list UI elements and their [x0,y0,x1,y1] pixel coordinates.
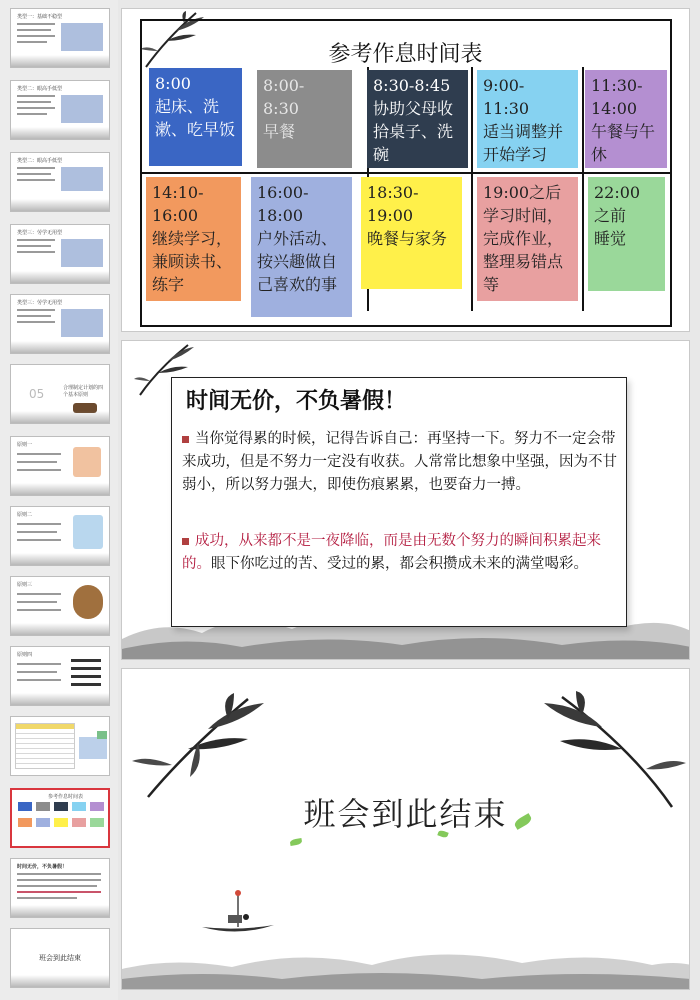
thumbnail-text-line [17,469,61,471]
thumbnail-tile [90,802,104,811]
schedule-tile-0900-study [477,70,578,168]
thumbnail-hills [11,127,109,139]
paragraph-text: 当你觉得累的时候，记得告诉自己：再坚持一下。努力不一定会带来成功，但是不努力一定没有收获。人常常比想象中坚强，因为不甘弱小，所以努力强大，即使伤痕累累，也要奋力一搏。 [182,431,617,493]
schedule-tile-text: 8:30-8:45 协助父母收拾桌子、洗碗 [373,76,454,164]
schedule-tile-1130-lunch [585,70,667,168]
schedule-tile-1830-dinner [361,177,462,289]
thumbnail-hills [11,55,109,67]
schedule-divider-horizontal [142,172,672,174]
thumbnail-text-line [17,179,55,181]
thumbnail-text-line [17,113,47,115]
slide-thumbnail-6[interactable] [10,364,110,424]
motivation-paragraph-2 [182,530,622,576]
thumbnail-text-line [17,873,101,875]
slide-schedule[interactable] [121,8,690,332]
slide-thumbnail-9[interactable] [10,576,110,636]
slide-thumbnail-2[interactable] [10,80,110,140]
thumbnail-title: 类型二：眼高手低型 [17,86,63,92]
schedule-divider-vertical [471,67,473,311]
thumbnail-text-line [17,251,55,253]
thumbnail-squiggle [71,675,101,678]
thumbnail-note-box [61,239,103,267]
thumbnail-text-line [17,35,55,37]
thumbnail-tile [36,818,50,827]
slide-thumbnail-8[interactable] [10,506,110,566]
thumbnail-title: 类型三：劳学无用型 [17,300,63,306]
ink-mountain-decoration [122,929,690,989]
slide-thumbnail-14[interactable] [10,928,110,988]
thumbnail-title: 类型二：眼高手低型 [17,158,63,164]
slide-thumbnail-5[interactable] [10,294,110,354]
thumbnail-title: 原则一 [17,442,33,448]
schedule-tile-text: 9:00- 11:30 适当调整并开始学习 [483,76,564,164]
bullet-icon [182,436,189,443]
thumbnail-text-line [17,167,55,169]
leaf-decoration [290,838,303,846]
thumbnail-squiggle [71,683,101,686]
thumbnail-sticker [97,731,107,739]
thumbnail-text-line [17,601,57,603]
thumbnail-text-line [17,891,101,893]
thumbnail-title: 时间无价，不负暑假！ [17,864,68,870]
schedule-tile-text: 22:00 之前 睡觉 [594,183,641,248]
thumbnail-text-line [17,29,51,31]
thumbnail-text-line [17,101,51,103]
thumbnail-note-box [61,309,103,337]
slide-ending[interactable] [121,668,690,990]
schedule-tile-0800-breakfast [257,70,352,168]
thumbnail-tile [54,818,68,827]
thumbnail-hills [11,483,109,495]
thumbnail-text-line [17,461,57,463]
thumbnail-text-line [17,95,55,97]
motivation-card [171,377,627,627]
schedule-tile-0800-wakeup [149,68,242,166]
schedule-tile-2200-sleep [588,177,665,291]
slide-thumbnail-13[interactable] [10,858,110,918]
thumbnail-calendar-image [73,447,101,477]
thumbnail-note-box [61,167,103,191]
thumbnail-text-line [17,531,57,533]
thumbnail-text-line [17,173,51,175]
thumbnail-hills [11,975,109,987]
schedule-tile-0830-chores [367,70,468,168]
thumbnail-squiggle [71,667,101,670]
slide-thumbnail-10[interactable] [10,646,110,706]
slide-thumbnail-3[interactable] [10,152,110,212]
slide-motivation[interactable] [121,340,690,660]
thumbnail-squiggle [71,659,101,662]
thumbnail-hills [11,905,109,917]
thumbnail-hills [11,693,109,705]
thumbnail-hills [11,341,109,353]
schedule-divider-vertical [582,67,584,311]
thumbnail-tile [18,818,32,827]
paragraph-text: 眼下你吃过的苦、受过的累，都会积攒成未来的满堂喝彩。 [211,556,588,572]
thumbnail-title: 类型三：劳学无用型 [17,230,63,236]
bamboo-ink-decoration-left [128,689,288,799]
bullet-icon [182,538,189,545]
schedule-tile-text: 16:00- 18:00 户外活动、按兴趣做自己喜欢的事 [257,183,338,294]
paragraph-highlight: 成功，从来都不是一夜降临，而是由无数个努力的瞬间积累起来的。 [182,533,601,572]
schedule-tile-text: 11:30- 14:00 午餐与午休 [591,76,656,164]
thumbnail-tile [54,802,68,811]
thumbnail-text-line [17,593,61,595]
thumbnail-text-line [17,315,51,317]
thumbnail-note-box [61,95,103,123]
thumbnail-tile [72,818,86,827]
schedule-tile-text: 18:30- 19:00 晚餐与家务 [367,183,448,248]
closing-title: 班会到此结束 [303,795,508,833]
thumbnail-hills [11,199,109,211]
thumbnail-hills [11,553,109,565]
thumbnail-text-line [17,41,47,43]
thumbnail-text-line [17,321,55,323]
thumbnail-section-number: 05 [29,387,45,401]
thumbnail-text-line [17,539,61,541]
schedule-tile-text: 19:00之后学习时间，完成作业，整理易错点等 [483,183,564,294]
thumbnail-hills [11,271,109,283]
thumbnail-text-line [17,245,51,247]
motivation-paragraph-1 [182,428,622,497]
thumbnail-hills [11,411,109,423]
thumbnail-table [15,723,75,769]
thumbnail-note-box [61,23,103,51]
thumbnail-text-line [17,239,55,241]
thumbnail-tile [90,818,104,827]
thumbnail-title: 类型一：基础不稳型 [17,14,63,20]
schedule-tile-text: 14:10- 16:00 继续学习，兼顾读书、练字 [152,183,233,294]
slide-thumbnail-7[interactable] [10,436,110,496]
slide-thumbnail-11[interactable] [10,716,110,776]
thumbnail-text-line [17,107,55,109]
schedule-tile-1410-study [146,177,241,301]
thumbnail-text-line [17,897,77,899]
thumbnail-title: 班会到此结束 [39,954,81,962]
slide-thumbnail-4[interactable] [10,224,110,284]
thumbnail-text-line [17,609,61,611]
thumbnail-title: 原则四 [17,652,33,658]
slide-thumbnail-1[interactable] [10,8,110,68]
thumbnail-title: 合理制定计划的四个基本原则 [63,385,104,398]
page-title: 参考作息时间表 [328,42,483,67]
slide-thumbnail-12[interactable] [10,788,110,848]
thumbnail-text-line [17,309,55,311]
thumbnail-text-line [17,679,61,681]
thumbnail-hills [11,623,109,635]
schedule-tile-1900-homework [477,177,578,301]
thumbnail-text-line [17,23,55,25]
schedule-tile-1600-outdoor [251,177,352,317]
thumbnail-text-line [17,453,61,455]
thumbnail-tile [72,802,86,811]
thumbnail-tile [36,802,50,811]
thumbnail-text-line [17,663,61,665]
thumbnail-text-line [17,523,61,525]
thumbnail-note-box [79,737,107,759]
thumbnail-title: 原则二 [17,512,33,518]
schedule-tile-text: 8:00 起床、洗漱、吃早饭 [155,74,236,139]
motivation-heading: 时间无价，不负暑假！ [186,389,407,414]
thumbnail-title: 原则三 [17,582,33,588]
thumbnail-text-line [17,671,57,673]
slide-thumbnail-panel [0,0,118,1000]
thumbnail-board-image [73,515,103,549]
thumbnail-tile [18,802,32,811]
thumbnail-coffee-image [73,585,103,619]
schedule-tile-text: 8:00- 8:30 早餐 [263,76,305,141]
thumbnail-text-line [17,879,101,881]
thumbnail-title: 参考作息时间表 [48,794,84,800]
thumbnail-text-line [17,885,97,887]
